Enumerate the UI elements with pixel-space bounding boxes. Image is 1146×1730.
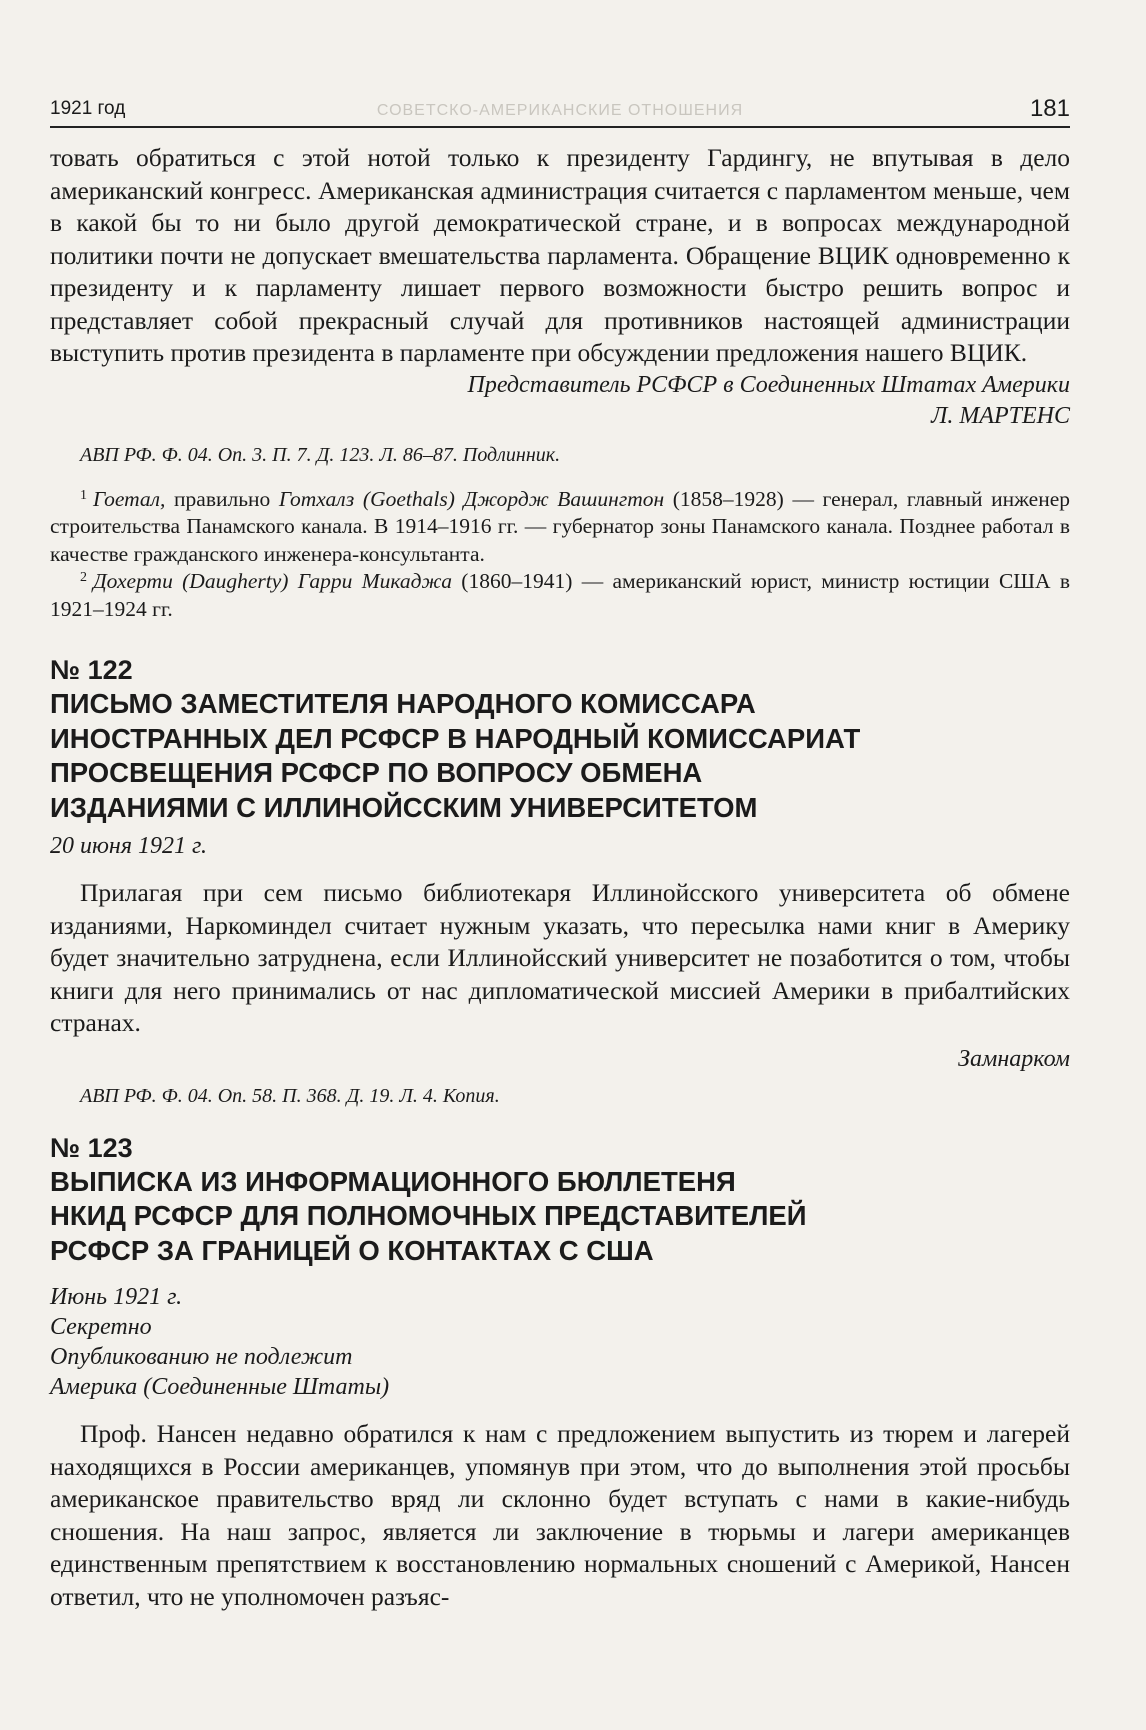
doc-123-paragraph: Проф. Нансен недавно обратился к нам с предложением выпустить из тюрем и лагерей находящихся в России американцев, упомянув при этом, что до выполнения этой просьбы американское правительство вряд ли склонно будет вступать с нами в какие-нибудь сношения. На наш запрос, является ли заключение в тюрьмы и лагери американцев единственным препятствием к восстановлению нормальных сношений с Америкой, Нансен ответил, что не уполномочен разъяс- (50, 1419, 1070, 1611)
doc-121-archive-ref: АВП РФ. Ф. 04. Оп. 3. П. 7. Д. 123. Л. 86–87. Подлинник. (80, 443, 561, 466)
doc-123-publication-mark: Опубликованию не подлежит (50, 1344, 353, 1370)
doc-122-archive-ref: АВП РФ. Ф. 04. Оп. 58. П. 368. Д. 19. Л. 4. Копия. (80, 1084, 500, 1107)
doc-122-number: № 122 (50, 655, 133, 685)
doc-123-title-line: НКИД РСФСР ДЛЯ ПОЛНОМОЧНЫХ ПРЕДСТАВИТЕЛЕЙ (50, 1200, 807, 1231)
page-number: 181 (1029, 95, 1070, 122)
doc-123-secrecy-mark: Секретно (50, 1314, 152, 1340)
footnote-1-mark: 1 (80, 487, 87, 503)
running-head-year: 1921 год (50, 98, 126, 119)
footnote-1 (50, 486, 1070, 569)
doc-122-title-line: ИЗДАНИЯМИ С ИЛЛИНОЙССКИМ УНИВЕРСИТЕТОМ (50, 791, 758, 823)
doc-123-number: № 123 (50, 1132, 133, 1163)
doc-122-title (50, 687, 1070, 825)
doc-121-signature-name: Л. МАРТЕНС (931, 402, 1070, 429)
doc-123-title (50, 1165, 1070, 1269)
doc-122-title-line: ПИСЬМО ЗАМЕСТИТЕЛЯ НАРОДНОГО КОМИССАРА (50, 688, 756, 719)
footnote-1-lead: Гоетал, (93, 486, 166, 511)
footnote-1-name: Готхалз (Goethals) Джордж Вашингтон (278, 486, 665, 511)
doc-122-date: 20 июня 1921 г. (50, 833, 208, 859)
footnote-2-name: Дохерти (Daugherty) Гарри Микаджа (93, 569, 452, 593)
page-content (50, 142, 1070, 1613)
doc-123-title-line: ВЫПИСКА ИЗ ИНФОРМАЦИОННОГО БЮЛЛЕТЕНЯ (50, 1165, 736, 1197)
footnote-1-mid: правильно (165, 486, 279, 511)
doc-121-signature-title: Представитель РСФСР в Соединенных Штатах Америки (467, 371, 1070, 398)
doc-122-signature: Замнарком (958, 1045, 1070, 1072)
footnote-2 (50, 568, 1070, 623)
doc-122-title-line: ИНОСТРАННЫХ ДЕЛ РСФСР В НАРОДНЫЙ КОМИССАРИАТ (50, 722, 861, 754)
doc-122-title-line: ПРОСВЕЩЕНИЯ РСФСР ПО ВОПРОСУ ОБМЕНА (50, 757, 703, 788)
footnote-2-mark: 2 (80, 570, 87, 585)
running-head-title: СОВЕТСКО-АМЕРИКАНСКИЕ ОТНОШЕНИЯ (376, 102, 744, 119)
doc-123-title-line: РСФСР ЗА ГРАНИЦЕЙ О КОНТАКТАХ С США (50, 1234, 654, 1266)
footnote-2-text: (1860–1941) — американский юрист, министр юстиции США в 1921–1924 гг. (50, 569, 1070, 621)
doc-123-date: Июнь 1921 г. (50, 1284, 183, 1310)
running-head (50, 92, 1070, 128)
footnote-1-text: (1858–1928) — генерал, главный инженер строительства Панамского канала. В 1914–1916 гг. — губернатор зоны Панамского канала. Позднее работал в качестве гражданского инженера-консультанта. (50, 486, 1071, 566)
doc-121-paragraph: товать обратиться с этой нотой только к президенту Гардингу, не впутывая в дело американский конгресс. Американская администрация считается с парламентом меньше, чем в какой бы то ни было другой демократической стране, и в вопросах международной политики почти не допускает вмешательства парламента. Обращение ВЦИК одновременно к президенту и к парламенту лишает первого возможности быстро решить вопрос и представляет собой прекрасный случай для противников настоящей администрации выступить против президента в парламенте при обсуждении предложения нашего ВЦИК. (50, 143, 1070, 367)
doc-122-paragraph: Прилагая при сем письмо библиотекаря Иллинойсского университета об обмене изданиями, Наркоминдел считает нужным указать, что пересылка нами книг в Америку будет значительно затруднена, если Иллинойсский университет не позаботится о том, чтобы книги для него принимались от нас дипломатической миссией Америки в прибалтийских странах. (50, 878, 1070, 1037)
doc-123-country-mark: Америка (Соединенные Штаты) (50, 1374, 390, 1400)
